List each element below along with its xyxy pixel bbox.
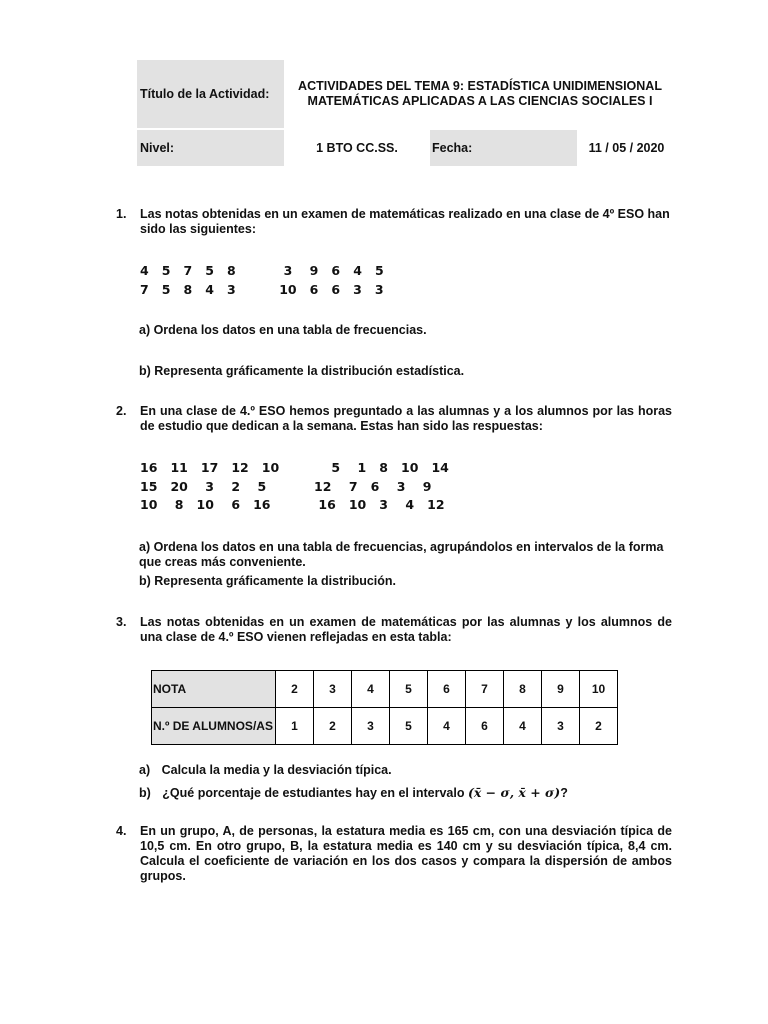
activity-title-cell xyxy=(284,60,676,128)
question-text: Las notas obtenidas en un examen de matemáticas realizado en una clase de 4º ESO han sido las siguientes: xyxy=(140,207,670,236)
data-row: 4 5 7 5 8 3 9 6 4 5 xyxy=(140,263,384,278)
question-2 xyxy=(116,404,672,434)
question-number: 4. xyxy=(116,824,127,838)
date-value: 11 / 05 / 2020 xyxy=(588,141,665,155)
data-row: 10 8 10 6 16 16 10 3 4 12 xyxy=(140,497,445,512)
table-cell: 4 xyxy=(352,671,390,708)
level-value: 1 BTO CC.SS. xyxy=(316,141,398,155)
subquestion-text: Calcula la media y la desviación típica. xyxy=(161,763,392,777)
table-cell: 3 xyxy=(542,708,580,745)
table-cell: 2 xyxy=(314,708,352,745)
table-cell: 8 xyxy=(504,671,542,708)
table-cell: 2 xyxy=(580,708,618,745)
question-text: En un grupo, A, de personas, la estatura media es 165 cm, con una desviación típica de 10,5 cm. En otro grupo, B, la estatura media es 140 cm y su desviación típica, 8,4 cm. Calcula el coeficiente de variación en los dos casos y compara la dispersión de ambos grupos. xyxy=(140,824,672,883)
subquestion-text: ¿Qué porcentaje de estudiantes hay en el intervalo xyxy=(162,786,465,800)
subquestion-letter: a) xyxy=(139,763,151,777)
question-1 xyxy=(116,207,672,237)
subquestion-end: ? xyxy=(560,786,568,800)
subquestion-b: b) Representa gráficamente la distribución estadística. xyxy=(139,364,465,378)
table-cell: 2 xyxy=(276,671,314,708)
table-row xyxy=(152,671,618,708)
subquestion-b xyxy=(139,785,679,801)
question-text: En una clase de 4.º ESO hemos preguntado a las alumnas y a los alumnos por las horas de estudio que dedican a la semana. Estas han sido las respuestas: xyxy=(140,404,672,433)
table-cell: 4 xyxy=(428,708,466,745)
subquestion-a xyxy=(139,763,679,778)
activity-title-line1: ACTIVIDADES DEL TEMA 9: ESTADÍSTICA UNIDIMENSIONAL xyxy=(298,79,662,93)
row-header-alumnos: N.º DE ALUMNOS/AS xyxy=(152,708,276,745)
table-cell: 4 xyxy=(504,708,542,745)
data-row: 15 20 3 2 5 12 7 6 3 9 xyxy=(140,479,432,494)
grades-table xyxy=(151,670,618,745)
table-cell: 6 xyxy=(466,708,504,745)
table-cell: 3 xyxy=(314,671,352,708)
data-row: 16 11 17 12 10 5 1 8 10 14 xyxy=(140,460,449,475)
question-4 xyxy=(116,824,672,884)
question-3 xyxy=(116,615,672,645)
table-cell: 1 xyxy=(276,708,314,745)
activity-title-line2: MATEMÁTICAS APLICADAS A LAS CIENCIAS SOCIALES I xyxy=(307,94,653,108)
table-cell: 5 xyxy=(390,708,428,745)
date-label-cell xyxy=(430,130,577,166)
level-label-cell xyxy=(137,130,284,166)
subquestion-a: a) Ordena los datos en una tabla de frecuencias, agrupándolos en intervalos de la forma que creas más conveniente. xyxy=(139,540,664,569)
activity-label-cell xyxy=(137,60,284,128)
question-number: 3. xyxy=(116,615,127,629)
activity-title xyxy=(284,79,676,109)
level-value-cell xyxy=(284,130,430,166)
table-cell: 5 xyxy=(390,671,428,708)
subquestion-letter: b) xyxy=(139,786,151,800)
table-cell: 6 xyxy=(428,671,466,708)
table-cell: 7 xyxy=(466,671,504,708)
table-cell: 3 xyxy=(352,708,390,745)
date-label: Fecha: xyxy=(432,141,473,155)
activity-label: Título de la Actividad: xyxy=(140,87,270,101)
interval-formula: (x̄ − σ, x̄ + σ) xyxy=(467,785,561,800)
data-row: 7 5 8 4 3 10 6 6 3 3 xyxy=(140,282,384,297)
date-value-cell xyxy=(577,130,676,166)
table-cell: 10 xyxy=(580,671,618,708)
table-cell: 9 xyxy=(542,671,580,708)
level-label: Nivel: xyxy=(140,141,175,155)
row-header-nota: NOTA xyxy=(152,671,276,708)
table-row xyxy=(152,708,618,745)
question-text: Las notas obtenidas en un examen de matemáticas por las alumnas y los alumnos de una clase de 4.º ESO vienen reflejadas en esta tabla: xyxy=(140,615,672,644)
subquestion-a: a) Ordena los datos en una tabla de frecuencias. xyxy=(139,323,427,337)
question-number: 2. xyxy=(116,404,127,418)
subquestion-b: b) Representa gráficamente la distribución. xyxy=(139,574,397,588)
question-number: 1. xyxy=(116,207,127,221)
